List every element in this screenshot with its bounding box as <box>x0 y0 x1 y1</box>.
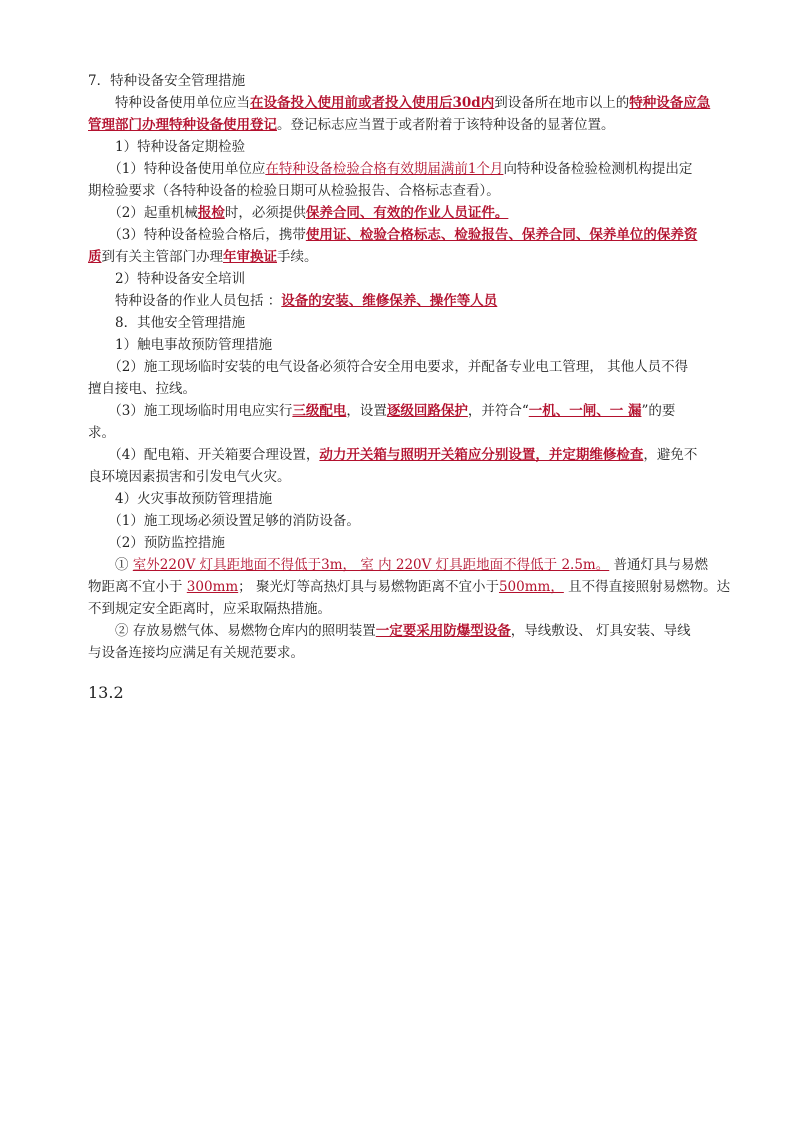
highlighted-phrase: 在特种设备检验合格有效期届满前1个月 <box>265 161 504 177</box>
text-run: 特种设备的作业人员包括 ： <box>88 293 282 309</box>
text-run: 2）特种设备安全培训 <box>88 271 246 287</box>
text-line <box>88 180 748 202</box>
text-line <box>88 92 748 114</box>
text-run: 物距离不宜小于 <box>88 579 187 595</box>
text-run: 且不得直接照射易燃物。达 <box>563 579 731 595</box>
text-run: 8．其他安全管理措施 <box>88 315 246 331</box>
text-line <box>88 246 748 268</box>
text-run: 时，必须提供 <box>224 205 306 221</box>
text-line <box>88 70 748 92</box>
highlighted-phrase: 三级配电 <box>292 403 347 419</box>
text-run: ，设置 <box>346 403 387 419</box>
text-run: 向特种设备检验检测机构提出定 <box>503 161 693 177</box>
text-line <box>88 224 748 246</box>
text-run: ② 存放易燃气体、易燃物仓库内的照明装置 <box>88 623 376 639</box>
text-line <box>88 488 748 510</box>
text-run: 到有关主管部门办理 <box>101 249 223 265</box>
text-line <box>88 334 748 356</box>
text-run: ”的要 <box>641 403 676 419</box>
highlighted-phrase: 在设备投入使用前或者投入使用后30d内 <box>250 95 495 111</box>
text-line <box>88 620 748 642</box>
text-run: 擅自接电、拉线。 <box>88 381 196 397</box>
text-run: ，避免不 <box>643 447 698 463</box>
highlighted-phrase: 管理部门办理特种设备 <box>88 117 223 133</box>
text-run: 7．特种设备安全管理措施 <box>88 73 246 89</box>
text-run: （1）特种设备使用单位应 <box>88 161 266 177</box>
text-run: （1）施工现场必须设置足够的消防设备。 <box>88 513 360 529</box>
text-run: 手续。 <box>277 249 318 265</box>
highlighted-phrase: 质 <box>88 249 102 265</box>
text-run: （2）施工现场临时安装的电气设备必须符合安全用电要求，并配备专业电工管理， 其他人员不得 <box>88 359 689 375</box>
text-run: 特种设备使用单位应当 <box>88 95 250 111</box>
text-run: 到设备所在地市以上的 <box>494 95 630 111</box>
highlighted-phrase: 使用证、检验合格标志、检验报告、保养合同、保养单位的保养资 <box>305 227 698 243</box>
text-line <box>88 136 748 158</box>
highlighted-phrase: 室外220V 灯具距地面不得低于3m， 室 内 220V 灯具距地面不得低于 2.5m。 <box>132 557 610 573</box>
text-run: 期检验要求（各特种设备的检验日期可从检验报告、合格标志查看）。 <box>88 183 500 199</box>
highlighted-phrase: 500mm， <box>498 579 564 595</box>
text-line <box>88 290 748 312</box>
text-run: 求。 <box>88 425 115 441</box>
text-run: 与设备连接均应满足有关规范要求。 <box>88 645 304 661</box>
text-line <box>88 268 748 290</box>
text-run: ① <box>88 557 133 573</box>
text-line <box>88 114 748 136</box>
highlighted-phrase: 一定要采用防爆型设备 <box>375 623 511 639</box>
highlighted-phrase: 设备的安装、维修保养、操作等人员 <box>281 293 498 309</box>
highlighted-phrase: 报检 <box>197 205 225 221</box>
text-line <box>88 378 748 400</box>
text-line <box>88 312 748 334</box>
text-run: ，导线敷设、 灯具安装、导线 <box>510 623 691 639</box>
text-line <box>88 158 748 180</box>
highlighted-phrase: 保养合同、有效的作业人员证件。 <box>305 205 509 221</box>
text-line <box>88 356 748 378</box>
text-run: （3）施工现场临时用电应实行 <box>88 403 293 419</box>
text-run: 1）触电事故预防管理措施 <box>88 337 273 353</box>
text-line <box>88 642 748 664</box>
document-body <box>88 70 748 664</box>
text-run: 不到规定安全距离时，应采取隔热措施。 <box>88 601 331 617</box>
text-line <box>88 532 748 554</box>
text-line <box>88 400 748 422</box>
text-run: 普通灯具与易燃 <box>609 557 709 573</box>
highlighted-phrase: 特种设备应急 <box>629 95 711 111</box>
text-line <box>88 554 748 576</box>
section-number: 13.2 <box>88 683 124 702</box>
text-run: 1）特种设备定期检验 <box>88 139 246 155</box>
text-run: （2）预防监控措施 <box>88 535 225 551</box>
text-run: （4）配电箱、开关箱要合理设置， <box>88 447 320 463</box>
text-run: ； 聚光灯等高热灯具与易燃物距离不宜小于 <box>238 579 499 595</box>
text-line <box>88 202 748 224</box>
text-line <box>88 444 748 466</box>
text-line <box>88 510 748 532</box>
highlighted-phrase: 300mm <box>186 579 239 595</box>
highlighted-phrase: 一机、一闸、一 漏 <box>528 403 642 419</box>
text-run: 4）火灾事故预防管理措施 <box>88 491 273 507</box>
text-line <box>88 576 748 598</box>
text-run: ，并符合“ <box>467 403 529 419</box>
text-run: （2）起重机械 <box>88 205 198 221</box>
text-run: 。登记标志应当置于或者附着于该特种设备的显著位置。 <box>277 117 615 133</box>
text-line <box>88 598 748 620</box>
text-line <box>88 422 748 444</box>
highlighted-phrase: 年审换证 <box>223 249 277 265</box>
highlighted-phrase: 动力开关箱与照明开关箱应分别设置，并定期维修检查 <box>319 447 644 463</box>
highlighted-phrase: 使用登记 <box>223 117 277 133</box>
text-line <box>88 466 748 488</box>
text-run: 良环境因素损害和引发电气火灾。 <box>88 469 291 485</box>
text-run: （3）特种设备检验合格后，携带 <box>88 227 306 243</box>
highlighted-phrase: 逐级回路保护 <box>386 403 468 419</box>
